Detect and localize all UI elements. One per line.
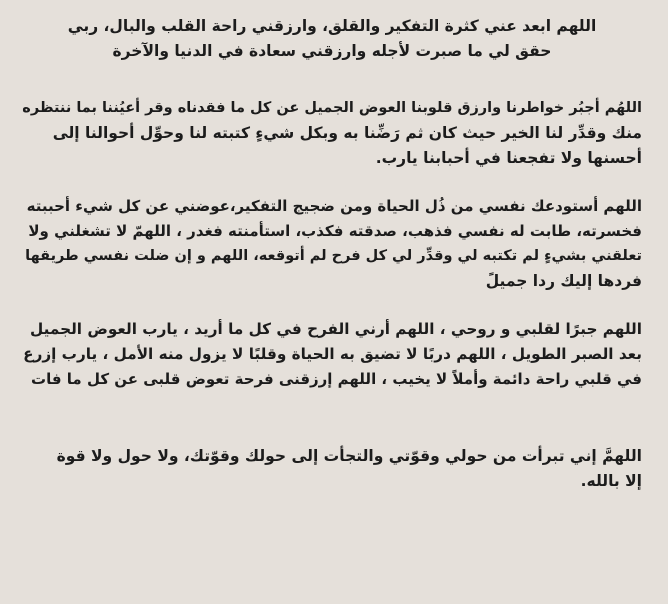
paragraph-spacer [22,294,642,317]
text-line: بعد الصبر الطويل ، اللهم دربًا لا تضيق به الحياة وقلبًا لا يزول منه الأمل ، يارب إزرع [23,345,642,363]
paragraph-spacer [22,171,642,194]
text-line: حقق لي ما صبرت لأجله وارزقني سعادة في الدنيا والآخرة [112,42,552,60]
text-line: اللهمَّ إني تبرأت من حولي وقوّتي والتجأت إلى حولك وقوّتك، ولا حول ولا قوة [56,447,642,465]
dua-paragraph-1 [22,14,642,64]
text-line: اللهم أستودعك نفسي من ذُل الحياة ومن ضجيج التفكير،عوضني عن كل شيء أحببته [26,197,642,215]
paragraph-spacer [22,392,642,444]
text-line: فخسرته، طابت له نفسي فذهب، صدقته فكذب، استأمنته فغدر ، اللهمّ لا تشغلني ولا [28,222,642,240]
paragraph-spacer [22,64,642,96]
text-line: فردها إليك ردا جميلً [485,272,642,290]
text-line: منك وقدِّر لنا الخير حيث كان ثم رَضِّنا به وبكل شيءٍ كتبته لنا وحوِّل أحوالنا إلى [52,124,642,142]
text-line: أحسنها ولا تفجعنا في أحبابنا يارب. [375,149,642,167]
dua-paragraph-4 [22,317,642,392]
dua-paragraph-5 [22,444,642,494]
text-line: تعلقني بشيءٍ لم تكتبه لي وقدِّر لي كل فرح لم أتوقعه، اللهم و إن ضلت نفسي طريقها [25,248,642,264]
text-line: في قلبي راحة دائمة وأملاً لا يخيب ، اللهم إرزقنى فرحة تعوض قلبى عن كل ما فات [31,370,642,388]
text-line: اللهم ابعد عني كثرة التفكير والقلق، وارزقني راحة القلب والبال، ربي [67,17,597,35]
text-line: اللهُم أجبُر خواطرنا وارزق قلوبنا العوض الجميل عن كل ما فقدناه وقر أعيُننا بما ننتظره [22,100,642,116]
text-line: إلا بالله. [580,472,642,490]
dua-paragraph-3 [22,194,642,294]
dua-paragraph-2 [22,96,642,171]
text-line: اللهم جبرًا لقلبي و روحي ، اللهم أرني الفرح في كل ما أريد ، يارب العوض الجميل [30,320,642,338]
